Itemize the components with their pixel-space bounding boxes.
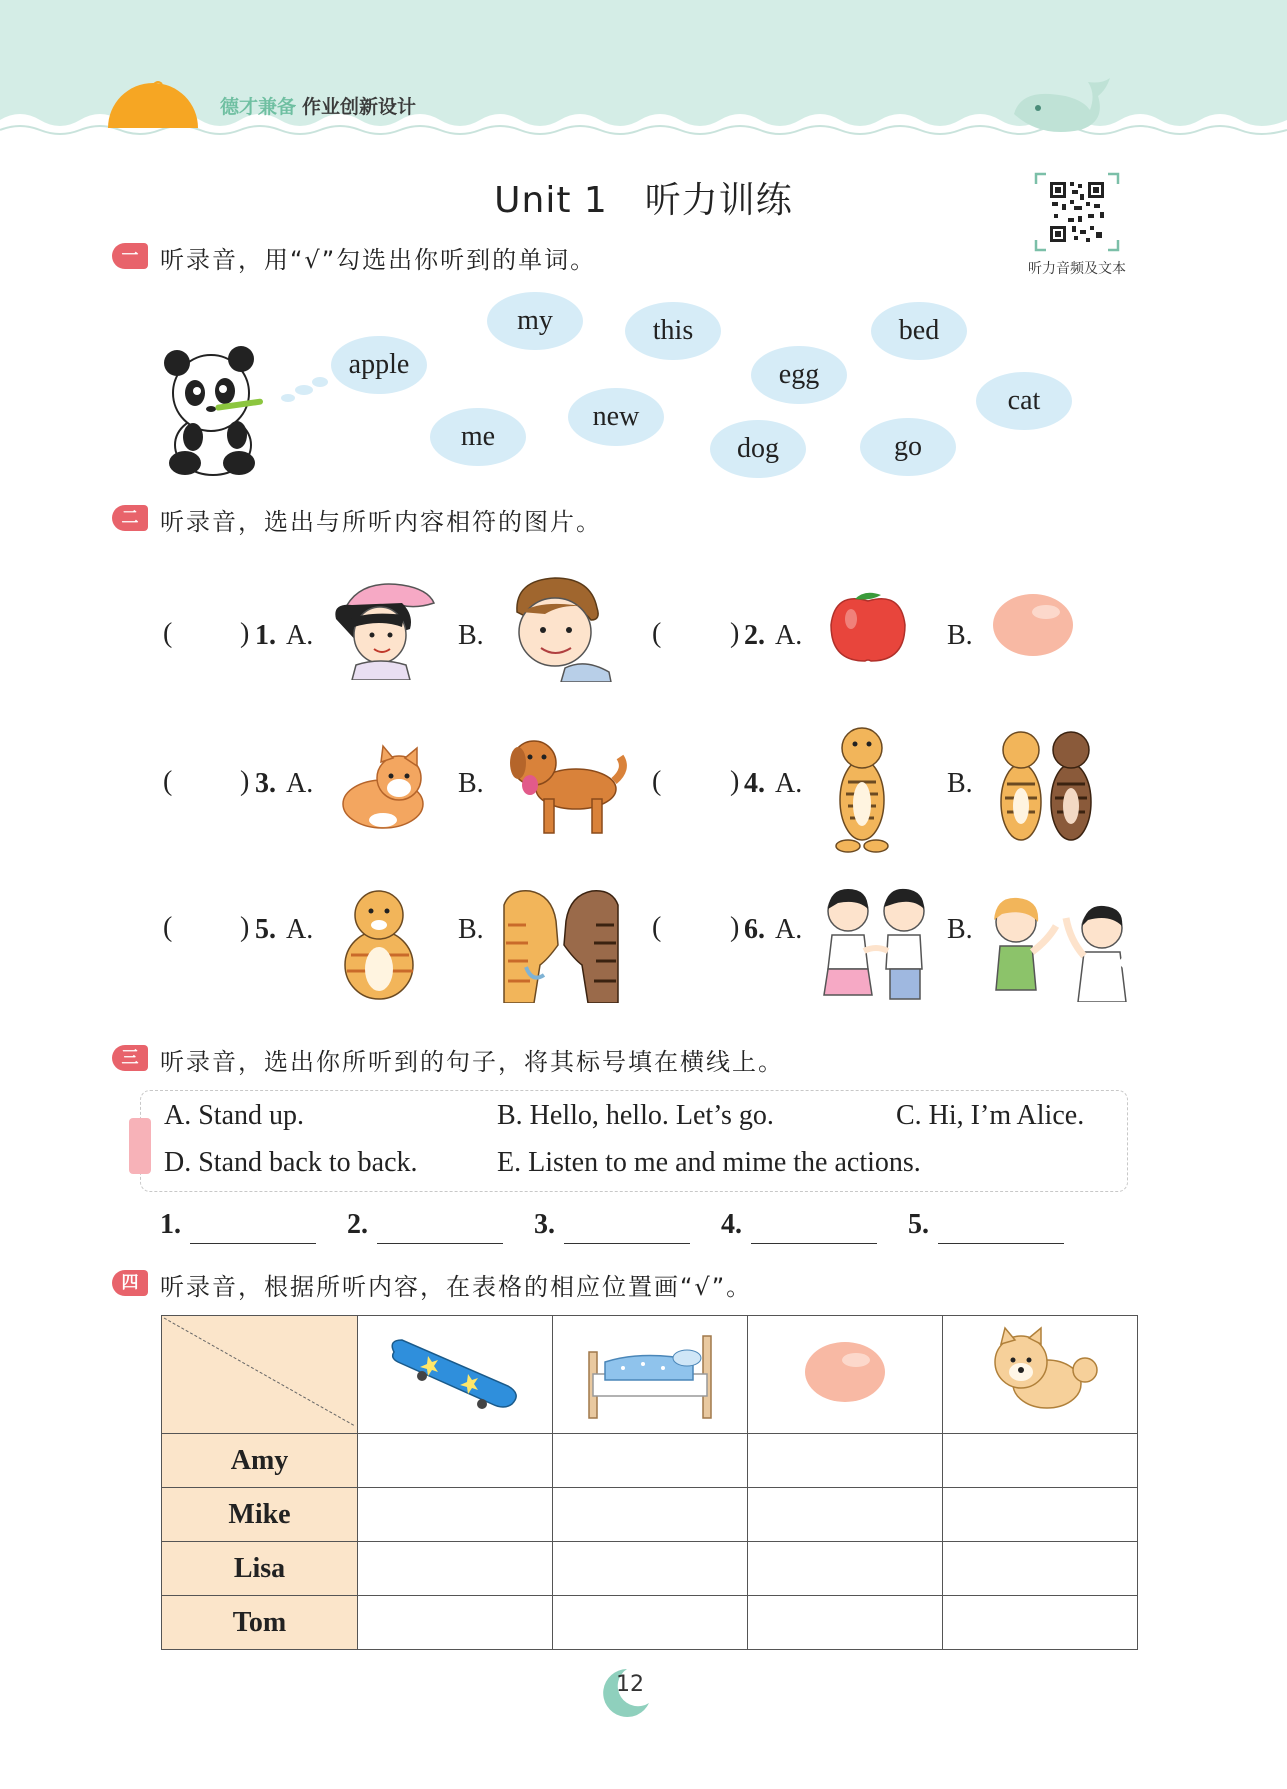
bed-image	[553, 1316, 747, 1428]
option-e-sentence: E. Listen to me and mime the actions.	[497, 1147, 921, 1178]
question-number-3: 3.	[255, 768, 276, 799]
answer-paren-close: )	[730, 618, 740, 649]
question-number-5: 5.	[255, 914, 276, 945]
word-bubble-me: me	[430, 408, 526, 466]
section3-instruction: 听录音，选出你所听到的句子，将其标号填在横线上。	[160, 1048, 784, 1076]
word-bubble-egg: egg	[751, 346, 847, 404]
check-cell[interactable]	[358, 1542, 553, 1596]
option-b-label: B.	[458, 768, 484, 799]
option-a-label: A.	[286, 620, 314, 651]
answer-line-1[interactable]	[190, 1243, 316, 1244]
option-c-sentence: C. Hi, I’m Alice.	[896, 1100, 1085, 1131]
check-cell[interactable]	[748, 1434, 943, 1488]
word-bubble-go: go	[860, 418, 956, 476]
row-label-mike: Mike	[162, 1488, 358, 1542]
section3-badge: 三	[112, 1045, 148, 1071]
answer-line-5[interactable]	[938, 1243, 1064, 1244]
word-bubble-bed: bed	[871, 302, 967, 360]
page-title: Unit 1 听力训练	[494, 180, 793, 221]
apple-image	[825, 585, 911, 665]
answer-blank-4[interactable]	[652, 773, 737, 799]
qr-code-icon[interactable]	[1034, 172, 1120, 252]
question-number-4: 4.	[744, 768, 765, 799]
answer-line-4[interactable]	[751, 1243, 877, 1244]
section2-badge: 二	[112, 505, 148, 531]
word-bubble-this: this	[625, 302, 721, 360]
blank-number-4: 4.	[721, 1209, 742, 1240]
whale-icon	[1010, 74, 1114, 136]
section1-instruction: 听录音，用“√”勾选出你听到的单词。	[160, 246, 597, 274]
option-a-sentence: A. Stand up.	[164, 1100, 304, 1131]
column-skateboard	[358, 1316, 553, 1434]
question-number-2: 2.	[744, 620, 765, 651]
tigers-back-to-back-image	[500, 885, 622, 1003]
check-cell[interactable]	[358, 1434, 553, 1488]
check-cell[interactable]	[358, 1488, 553, 1542]
answer-paren-open: (	[652, 618, 662, 649]
qr-caption: 听力音频及文本	[1028, 261, 1126, 277]
kids-shaking-hands-image	[818, 885, 934, 1003]
corner-diagonal	[162, 1316, 357, 1428]
blank-number-1: 1.	[160, 1209, 181, 1240]
one-tiger-image	[818, 722, 906, 854]
section4-instruction: 听录音，根据所听内容，在表格的相应位置画“√”。	[160, 1273, 753, 1301]
section2-instruction: 听录音，选出与所听内容相符的图片。	[160, 508, 602, 536]
cat-image	[335, 740, 435, 832]
answer-paren-close: )	[240, 766, 250, 797]
column-bed	[553, 1316, 748, 1434]
answer-blank-6[interactable]	[652, 919, 737, 945]
boy-face-image	[505, 572, 615, 682]
sun-icon	[106, 78, 200, 172]
check-cell[interactable]	[553, 1542, 748, 1596]
check-cell[interactable]	[553, 1434, 748, 1488]
question-number-1: 1.	[255, 620, 276, 651]
blank-number-2: 2.	[347, 1209, 368, 1240]
column-egg	[748, 1316, 943, 1434]
option-b-label: B.	[947, 768, 973, 799]
row-label-lisa: Lisa	[162, 1542, 358, 1596]
option-b-sentence: B. Hello, hello. Let’s go.	[497, 1100, 774, 1131]
check-cell[interactable]	[943, 1488, 1138, 1542]
check-cell[interactable]	[943, 1596, 1138, 1650]
check-cell[interactable]	[748, 1596, 943, 1650]
option-a-label: A.	[286, 914, 314, 945]
girl-with-cap-image	[330, 575, 436, 680]
option-a-label: A.	[775, 914, 803, 945]
check-cell[interactable]	[943, 1434, 1138, 1488]
thought-dots	[278, 374, 328, 404]
answer-line-2[interactable]	[377, 1243, 503, 1244]
answer-paren-open: (	[652, 766, 662, 797]
brand-subtitle: 作业创新设计	[302, 96, 417, 118]
option-b-label: B.	[947, 914, 973, 945]
option-a-label: A.	[286, 768, 314, 799]
word-bubble-my: my	[487, 292, 583, 350]
egg-image	[748, 1316, 942, 1428]
check-cell[interactable]	[358, 1596, 553, 1650]
answer-paren-close: )	[730, 912, 740, 943]
answer-blank-2[interactable]	[652, 625, 737, 651]
two-tigers-image	[985, 722, 1107, 854]
skateboard-image	[358, 1316, 552, 1428]
dog-image	[943, 1316, 1137, 1428]
panda-icon	[155, 345, 275, 480]
egg-image	[990, 590, 1076, 660]
check-cell[interactable]	[748, 1488, 943, 1542]
section1-badge: 一	[112, 243, 148, 269]
answer-paren-close: )	[240, 912, 250, 943]
tiger-standing-image	[335, 885, 423, 1003]
answer-line-3[interactable]	[564, 1243, 690, 1244]
option-b-label: B.	[947, 620, 973, 651]
word-bubble-cat: cat	[976, 372, 1072, 430]
answer-blank-5[interactable]	[163, 919, 248, 945]
question-number-6: 6.	[744, 914, 765, 945]
dog-image	[500, 733, 628, 838]
check-cell[interactable]	[748, 1542, 943, 1596]
brand-name: 德才兼备	[220, 96, 297, 118]
column-dog	[943, 1316, 1138, 1434]
answer-paren-close: )	[730, 766, 740, 797]
option-b-label: B.	[458, 620, 484, 651]
check-cell[interactable]	[943, 1542, 1138, 1596]
blank-number-5: 5.	[908, 1209, 929, 1240]
option-d-sentence: D. Stand back to back.	[164, 1147, 418, 1178]
blank-number-3: 3.	[534, 1209, 555, 1240]
page-number: 12	[616, 1672, 644, 1697]
word-bubble-new: new	[568, 388, 664, 446]
row-label-tom: Tom	[162, 1596, 358, 1650]
answer-blank-1[interactable]	[163, 625, 248, 651]
option-a-label: A.	[775, 620, 803, 651]
section4-badge: 四	[112, 1270, 148, 1296]
row-label-amy: Amy	[162, 1434, 358, 1488]
word-bubble-dog: dog	[710, 420, 806, 478]
table-corner-cell	[162, 1316, 358, 1434]
answer-table	[161, 1315, 1138, 1650]
options-tab	[129, 1118, 151, 1174]
check-cell[interactable]	[553, 1488, 748, 1542]
answer-paren-open: (	[652, 912, 662, 943]
option-b-label: B.	[458, 914, 484, 945]
answer-paren-open: (	[163, 766, 173, 797]
brand-logo	[220, 92, 416, 119]
answer-paren-open: (	[163, 912, 173, 943]
option-a-label: A.	[775, 768, 803, 799]
check-cell[interactable]	[553, 1596, 748, 1650]
word-bubble-apple: apple	[331, 336, 427, 394]
answer-paren-open: (	[163, 618, 173, 649]
answer-paren-close: )	[240, 618, 250, 649]
answer-blank-3[interactable]	[163, 773, 248, 799]
kids-waving-image	[982, 890, 1147, 1002]
